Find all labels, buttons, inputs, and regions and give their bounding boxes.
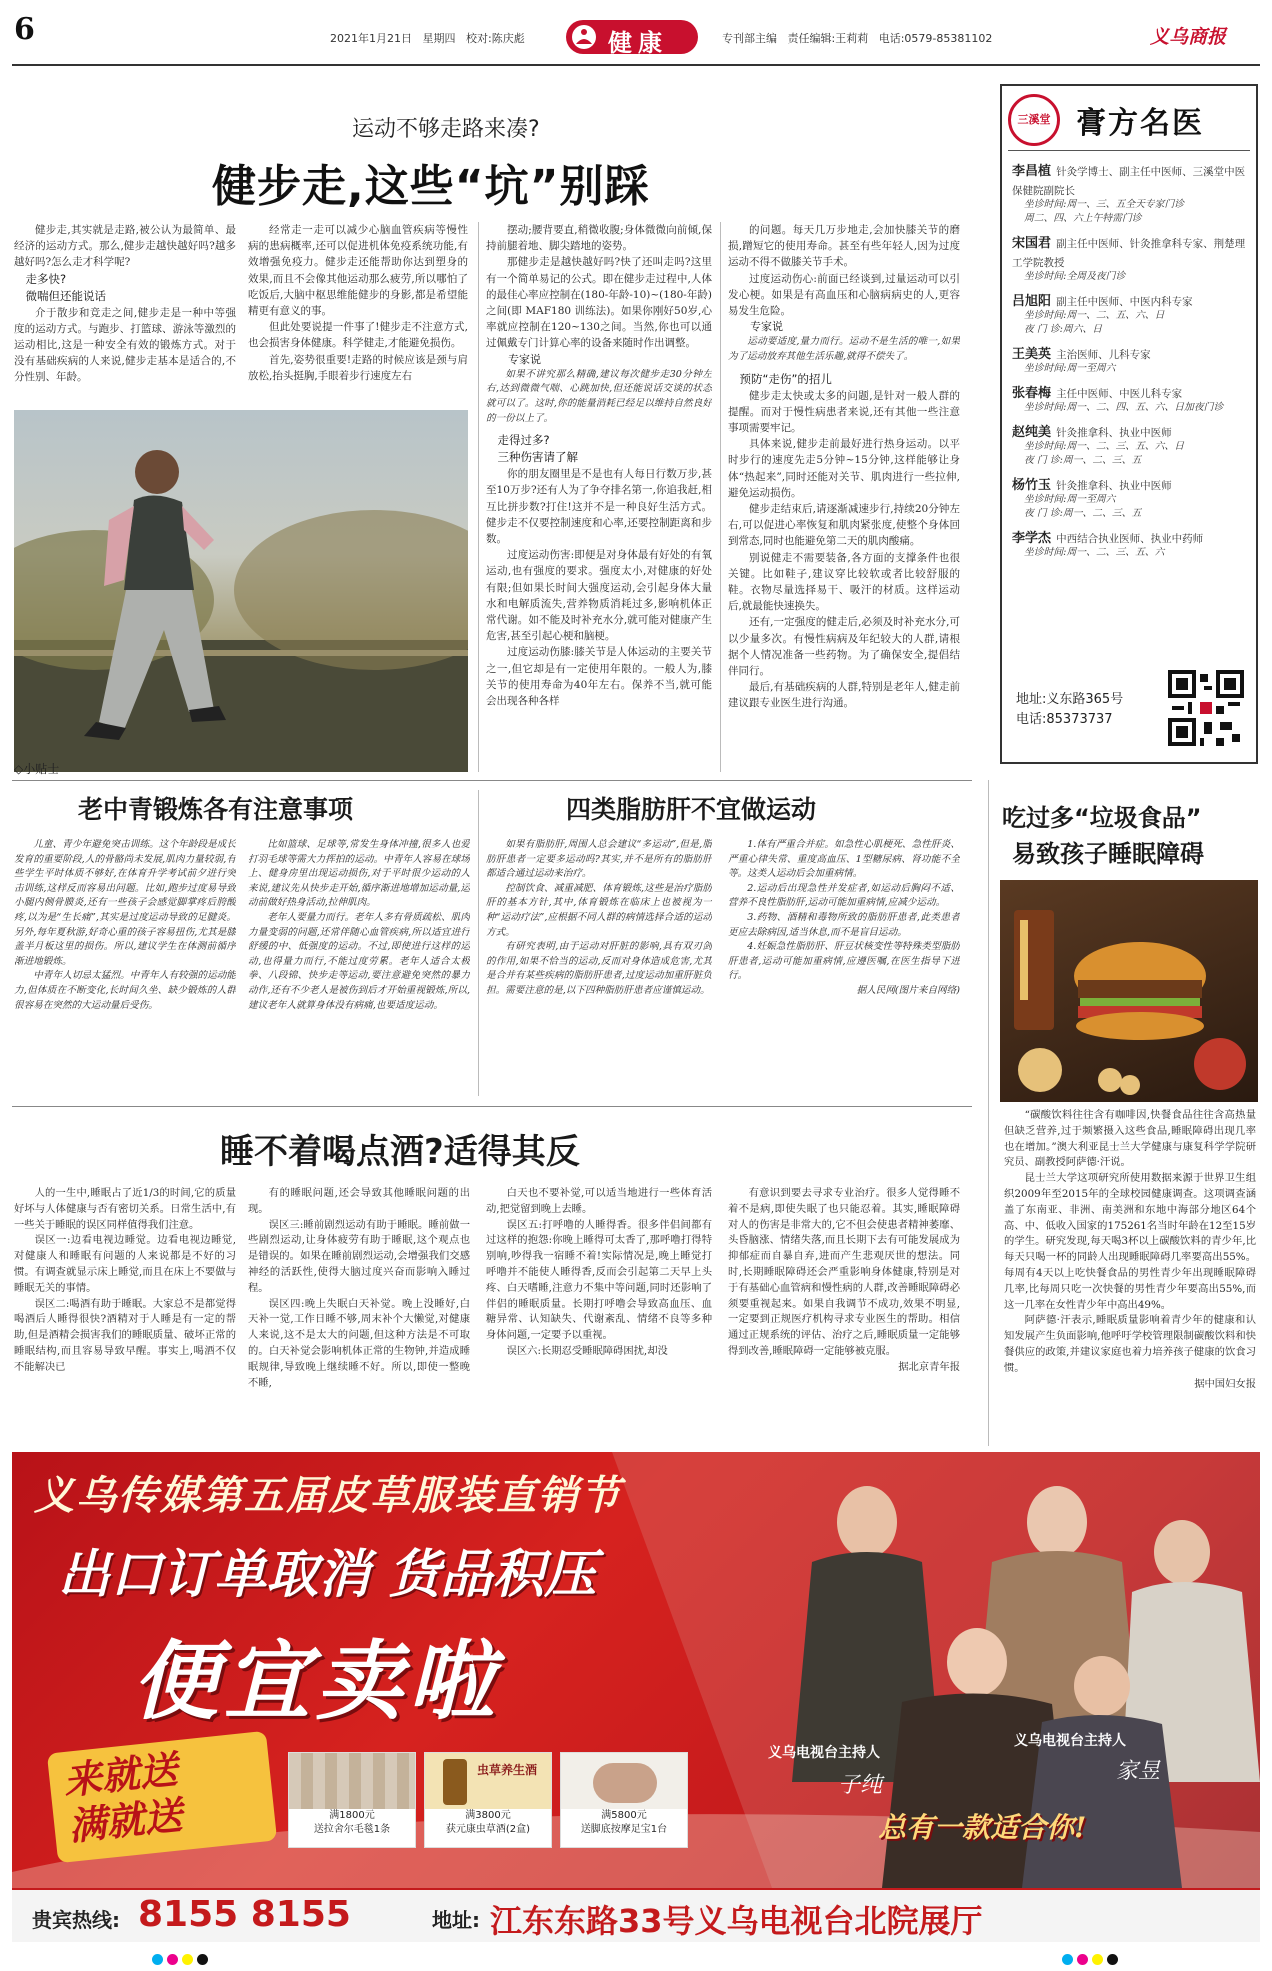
doctor-list [1012,160,1252,610]
sleep-para: 人的一生中,睡眠占了近1/3的时间,它的质量好坏与人体健康与否有密切关系。日常生活中,有一些关于睡眠的误区同样值得我们注意。 [14,1187,236,1231]
col-divider [478,790,479,1096]
bottle-shape [443,1759,467,1805]
fatty-para: 4.妊娠急性脂肪肝、肝豆状核变性等特殊类型脂肪肝患者,运动可能加重病情,应遵医嘱,在医生指导下进行。 [728,941,960,982]
host-caption: 义乌电视台主持人 [768,1745,880,1761]
doctor-title: 针灸学博士、副主任中医师、三溪堂中医保健院副院长 [1012,166,1246,197]
main-kicker: 运动不够走路来凑? [352,117,540,142]
doctor-sidebar [1000,84,1258,764]
junk-food-photo [1000,880,1258,1102]
doctor-hours: 坐诊时间:周一、二、三、五、六、日 [1024,441,1185,452]
tips-col-1 [14,838,236,1096]
doctor-name: 李昌植 [1012,164,1052,179]
doctor-name: 杨竹玉 [1012,478,1052,493]
doctor-item [1012,343,1252,376]
ad-contact-bar [12,1888,1260,1942]
newspaper-logo: 义乌商报 [1150,26,1227,48]
doctor-hours: 坐诊时间:全周及夜门诊 [1024,271,1126,282]
doctor-hours: 坐诊时间:周一、二、四、五、六、日加夜门诊 [1024,402,1224,413]
magenta-dot-icon [167,1954,178,1965]
main-col-4 [728,222,960,772]
doctor-name: 吕旭阳 [1012,294,1052,309]
gift-label: 满5800元 [601,1810,647,1821]
doctor-name: 赵纯美 [1012,425,1052,440]
doctor-item [1012,421,1252,468]
massager-shape [593,1763,657,1803]
host-caption: 义乌电视台主持人 [1014,1733,1126,1749]
issue-weekday: 星期四 [422,32,456,45]
tips-para: 比如篮球、足球等,常发生身体冲撞,很多人也爱打羽毛球等需大力挥拍的运动。中青年人容易在球场上、健身房里出现运动损伤,对于平时很少运动的人来说,建议先从快步走开始,循序渐进地增加运动量,运动前做好热身活动,拉伸肌肉。 [248,839,470,909]
section-rule [12,780,972,781]
yellow-dot-icon [182,1954,193,1965]
wine-bottle-icon [425,1753,551,1809]
main-subhead: 三种伤害请了解 [497,450,578,465]
tips-col-2 [248,838,470,1096]
sleep-para: 误区六:长期忍受睡眠障碍困扰,却没 [506,1344,668,1357]
sleep-para: 误区一:边看电视边睡觉。边看电视边睡觉,对健康人和睡眠有问题的人来说都是不好的习惯。有调查就显示床上睡觉,而且在床上不要做与睡眠无关的事情。 [14,1234,236,1294]
doctor-item [1012,474,1252,521]
doctor-hours: 坐诊时间:周一至周六 [1024,363,1116,374]
gift-label: 满3800元 [465,1810,511,1821]
col-divider [478,222,479,772]
doctor-name: 宋国君 [1012,236,1052,251]
fatty-source: 据人民网(图片来自网络) [856,984,960,996]
promo-line: 满就送 [66,1793,185,1849]
doctor-name: 张春梅 [1012,386,1052,401]
doctor-hours: 夜 门 诊:周六、日 [1024,324,1103,335]
sleep-col-2 [248,1186,470,1444]
sidebar-title: 膏方名医 [1076,106,1204,141]
qr-code-icon[interactable] [1168,670,1244,746]
fatty-title: 四类脂肪肝不宜做运动 [566,795,817,824]
main-para: 过度运动伤膝:膝关节是人体运动的主要关节之一,但它却是有一定使用年限的。一般人为,膝关节的使用寿命为40年左右。保养不当,就可能会出现各种各样 [486,646,712,708]
sleep-para: 误区二:喝酒有助于睡眠。大家总不是都觉得喝酒后人睡得很快?酒精对于人睡是有一定的帮助,但是酒精会损害我们的睡眠质量、破坏正常的睡眠结构,而且容易导致早醒。事实上,喝酒不仅不能解决已 [14,1297,236,1373]
promo-badge [47,1731,277,1863]
main-para: 首先,姿势很重要!走路的时候应该是颈与肩放松,抬头挺胸,手眼着步行速度左右 [248,353,468,382]
doctor-hours: 坐诊时间:周一、三、五全天专家门诊 [1024,199,1185,210]
main-para: 摆动;腰背要直,稍微收腹;身体微微向前倾,保持前腿着地、脚尖踏地的姿势。 [486,224,712,253]
main-subhead: 微喘但还能说话 [25,288,106,303]
main-para: 那健步走是越快越好吗?快了还叫走吗?这里有一个简单易记的公式。即在健步走过程中,人体的最佳心率应控制在(180-年龄-10)~(180-年龄)之间(即 MAF180 训练法)。如果你刚好50岁,心率就应控制在120~130之间。当然,你也可以通过佩戴专门计算心率的设备来随时作出调整。 [486,256,712,350]
expert-tip: 如果不讲究那么精确,建议每次健步走30分钟左右,达到微微气喘、心跳加快,但还能说话交谈的状态就可以了。这时,你的能量消耗已经足以维持自然良好的一份以上了。 [486,368,712,424]
black-dot-icon [1107,1954,1118,1965]
ad-main-slogan: 便宜卖啦 [132,1632,500,1732]
magenta-dot-icon [1077,1954,1088,1965]
clinic-contact [1016,690,1123,730]
main-para: 别说健走不需要装备,各方面的支撑条件也很关键。比如鞋子,建议穿比较软或者比较舒服的鞋。衣物尽量选择易干、吸汗的材质。这样运动后,就最能快速换失。 [728,551,960,613]
main-col-2 [248,222,468,400]
doctor-hours: 夜 门 诊:周一、二、三、五 [1024,455,1142,466]
gift-caption [289,1809,415,1837]
gift-wine[interactable] [424,1752,552,1848]
editor-phone: 电话:0579-85381102 [878,32,993,45]
ad-slogan: 出口订单取消 货品积压 [58,1545,597,1605]
doctor-item [1012,290,1252,337]
section-badge [566,20,698,57]
hotline-number[interactable]: 8155 8155 [138,1894,351,1935]
doctor-title: 针灸推拿科、执业中医师 [1056,427,1172,439]
junk-title [1002,800,1204,872]
col-divider [988,780,989,1446]
fatty-para: 2.运动后出现急性并发症者,如运动后胸闷不适、营养不良性脂肪肝,运动可能加重病情,应减少运动。 [728,882,960,909]
host-name: 家昱 [1116,1759,1161,1784]
doctor-title: 主治医师、儿科专家 [1056,349,1151,361]
tips-para: 儿童、青少年避免突击训练。这个年龄段是成长发育的重要阶段,人的骨骼尚未发展,肌肉力量较弱,有些学生平时体质不够好,在体育升学考试前夕进行突击训练,这样反而容易出问题。比如,跑步过度易导致小腿内侧骨膜炎,还有一些孩子会感觉脚掌疼后胯酸疼,以为是“生长痛”,其实是过度运动导致的足腱炎。另外,每年夏秋游,好奇心重的孩子容易扭伤,尤其是膝盖半月板这里的损伤。所以,建议学生在体测前循序渐进地锻炼。 [14,839,236,967]
gift-desc: 送脚底按摩足宝1台 [580,1824,668,1835]
main-subhead: 走得过多? [497,433,550,448]
header-rule [12,64,1260,66]
doctor-title: 中西结合执业医师、执业中药师 [1056,533,1204,545]
main-subhead: 走多快? [25,271,67,286]
doctor-hours: 周二、四、六上午特需门诊 [1024,213,1142,224]
chief-editor: 专刊部主编 [722,32,777,45]
fatty-para: 有研究表明,由于运动对肝脏的影响,具有双刃剑的作用,如果不恰当的运动,反而对身体造成危害,尤其是合并有某些疾病的脂肪肝患者,过度运动加重肝脏负担。需要注意的是,以下四种脂肪肝患者应谨慎运动。 [486,941,712,996]
ad-headline: 义乌传媒第五届皮草服装直销节 [34,1473,622,1519]
sleep-para: 有的睡眠问题,还会导致其他睡眠问题的出现。 [248,1187,470,1215]
doctor-title: 副主任中医师、针灸推拿科专家、荆楚理工学院教授 [1012,238,1246,269]
sleep-para: 误区五:打呼噜的人睡得香。很多伴侣间都有过这样的抱怨:你晚上睡得可太香了,那呼噜打得特别响,吵得我一宿睡不着!实际情况是,晚上睡觉打呼噜并不能使人睡得香,反而会引起第二天早上头疼、白天嗜睡,注意力不集中等问题,同时还影响了伴侣的睡眠质量。长期打呼噜会导致高血压、血糖异常、认知缺失、代谢紊乱、情绪不良等多种身体问题,一定要予以重视。 [486,1218,712,1342]
health-logo-icon [572,25,596,49]
sleep-title: 睡不着喝点酒?适得其反 [220,1132,580,1172]
showroom-address: 江东东路33号义乌电视台北院展厅 [490,1902,983,1940]
walking-woman-photo [14,410,468,772]
tips-para: 中青年人切忌太猛烈。中青年人有较强的运动能力,但体质在不断变化,长时间久坐、缺少锻炼的人群很容易在突然的大运动量后受伤。 [14,970,236,1011]
proofreader: 校对:陈庆彪 [466,32,525,45]
promo-text [47,1731,277,1857]
header-meta [330,30,525,46]
main-para: 的问题。每天几万步地走,会加快膝关节的磨损,蹭短它的使用寿命。甚至有些年轻人,因为过度运动不得不做膝关节手术。 [728,224,960,269]
doctor-item [1012,232,1252,284]
gift-desc: 送拉舍尔毛毯1条 [313,1824,391,1835]
doctor-title: 主任中医师、中医儿科专家 [1056,388,1183,400]
gift-blanket[interactable] [288,1752,416,1848]
black-dot-icon [197,1954,208,1965]
sleep-para: 白天也不要补觉,可以适当地进行一些体育活动,把觉留到晚上去睡。 [486,1187,712,1215]
junk-title-line: 易致孩子睡眠障碍 [1012,840,1204,868]
tips-label: ◇小贴士 [14,762,60,776]
clinic-address: 地址:义东路365号 [1016,692,1124,707]
yellow-dot-icon [1092,1954,1103,1965]
tips-para: 老年人要量力而行。老年人多有骨质疏松、肌肉力量变弱的问题,还常伴随心血管疾病,所以适宜进行舒缓的中、低强度的运动。不过,即使进行这样的运动,也得量力而行,不能过度劳累。老年人适合太极拳、八段锦、快步走等运动,要注意避免突然的暴力动作,还有不少老人是被伤到后才开始重视锻炼,所以,建议老年人就算身体没有病痛,也要适度运动。 [248,911,470,1011]
section-title: 健康 [608,29,668,57]
junk-para: “碳酸饮料往往含有咖啡因,快餐食品往往含高热量但缺乏营养,过于频繁摄入这些食品,睡眠障碍出现几率也在增加。”澳大利亚昆士兰大学健康与康复科学学院研究员、副教授阿萨德·汗说。 [1004,1109,1256,1169]
fatty-para: 3.药物、酒精和毒物所致的脂肪肝患者,此类患者更应去除病因,适当休息,而不是盲目运动。 [728,911,960,938]
hotline-label: 贵宾热线: [32,1908,120,1932]
main-para: 还有,一定强度的健走后,必须及时补充水分,可以少量多次。有慢性病病及年纪较大的人群,请根据个人情况准备一些药物。为了确保安全,提倡结伴同行。 [728,616,960,678]
fatty-para: 控制饮食、减重减肥、体育锻炼,这些是治疗脂肪肝的基本方针,其中,体育锻炼在临床上也被视为一种“运动疗法”,应根据不同人群的病情选择合适的运动方式。 [486,882,712,938]
gift-brand: 虫草养生酒 [477,1763,538,1777]
expert-tip: 运动要适度,量力而行。运动不是生活的唯一,如果为了运动放弃其他生活乐趣,就得不偿失了。 [728,336,960,363]
registration-dots [150,1950,210,1969]
junk-para: 昆士兰大学这项研究所使用数据来源于世界卫生组织2009年至2015年的全球校园健康调查。这项调查涵盖了东南亚、非洲、南美洲和东地中海部分地区64个高、中、低收入国家的175261名当时年龄在12至15岁的学生。研究发现,每天喝3杯以上碳酸饮料的青少年,比每天只喝一杯的同龄人出现睡眠障碍几率要高出55%。每周有4天以上吃快餐食品的男性青少年出现睡眠障碍几率,比每周只吃一次快餐的男性青少年要高出55%,而这一几率在女性青少年中高出49%。 [1004,1172,1256,1311]
section-rule [12,1106,972,1107]
host-name: 子纯 [838,1773,883,1798]
doctor-hours: 坐诊时间:周一、二、三、五、六 [1024,547,1165,558]
junk-para: 阿萨德·汗表示,睡眠质量影响着青少年的健康和认知发展产生负面影响,他呼吁学校管理限制碳酸饮料和快餐供应的政策,并建议家庭也着力培养孩子健康的饮食习惯。 [1004,1314,1256,1374]
main-para: 经常走一走可以减少心脑血管疾病等慢性病的患病概率,还可以促进机体免疫系统功能,有效增强免疫力。健步走还能帮助你达到塑身的效果,而且不会像其他运动那么疲劳,所以哪怕了吃饭后,大脑中枢思维能健步的身影,都是希望能精更有意义的事。 [248,224,468,318]
sidebar-rule [1008,150,1250,151]
junk-body [1004,1108,1256,1446]
doctor-item [1012,160,1252,226]
sleep-para: 有意识到要去寻求专业治疗。很多人觉得睡不着不是病,即使失眠了也只能忍着。其实,睡眠障碍对人的伤害是非常大的,它不但会使患者精神萎靡、头昏脑涨、情绪失落,而且长期下去有可能发展成为抑郁症而自暴自弃,进而产生悲观厌世的想法。同时,长期睡眠障碍还会严重影响身体健康,特别是对于有基础心血管病和慢性病的人群,改善睡眠障碍必须要重视起来。如果自我调节不成功,效果不明显,一定要到正规医疗机构寻求专业医生的帮助。相信通过正规系统的评估、治疗之后,睡眠质量一定能够得到改善,睡眠障碍一定能够被克服。 [728,1187,960,1357]
blanket-icon [289,1753,415,1809]
main-para: 健步走,其实就是走路,被公认为最简单、最经济的运动方式。那么,健步走越快越好吗?越多越好吗?怎么走才科学呢? [14,224,236,269]
main-para: 过度运动伤心:前面已经谈到,过量运动可以引发心梗。如果是有高血压和心脑病病史的人,更容易发生危险。 [728,272,960,318]
junk-source: 据中国妇女报 [1194,1377,1256,1390]
gift-desc: 获元康虫草酒(2盒) [445,1824,531,1835]
clinic-phone: 电话:85373737 [1016,712,1113,727]
sleep-para: 误区四:晚上失眠白天补觉。晚上没睡好,白天补一觉,工作日睡不够,周末补个大懒觉,对健康人来说,这不是太大的问题,但这种方法是不可取的。白天补觉会影响机体正常的生物钟,并造成睡眠规律,导致晚上继续睡不好。所以,即使一整晚不睡, [248,1297,470,1389]
main-para: 健步走太快或太多的问题,是针对一般人群的提醒。而对于慢性病患者来说,还有其他一些注意事项需要牢记。 [728,389,960,435]
col-divider [720,222,721,772]
expert-says-label: 专家说 [508,352,541,366]
page-number: 6 [14,12,35,47]
duty-editor: 责任编辑:王莉莉 [787,32,869,45]
sanxitang-logo [1008,94,1060,146]
doctor-title: 副主任中医师、中医内科专家 [1056,296,1193,308]
gift-foot-massager[interactable] [560,1752,688,1848]
fatty-col-1 [486,838,712,1096]
gift-caption [425,1809,551,1837]
ad-tagline: 总有一款适合你! [878,1811,1087,1844]
main-para: 具体来说,健步走前最好进行热身运动。以平时步行的速度先走5分钟~15分钟,这样能够让身体“热起来”,同时还能对关节、肌肉进行一些拉伸,避免运动损伤。 [728,438,960,499]
main-para: 过度运动伤害:即便是对身体最有好处的有氧运动,也有强度的要求。强度太小,对健康的好处有限;但如果长时间大强度运动,会引起身体大量水和电解质流失,营养物质消耗过多,影响机体正常代谢。如不能及时补充水分,就可能对健康产生危害,甚至引起心梗和脑梗。 [486,549,712,643]
doctor-hours: 坐诊时间:周一至周六 [1024,494,1116,505]
main-para: 你的朋友圈里是不是也有人每日行数万步,甚至10万步?还有人为了争夺排名第一,你追我赶,相互比拼步数?打住!这并不是一种良好生活方式。健步走不仅要控制速度和心率,还要控制距离和步数。 [486,468,712,546]
main-para: 介于散步和竞走之间,健步走是一种中等强度的运动方式。与跑步、打篮球、游泳等激烈的运动相比,这是一种安全有效的锻炼方式。对于没有基础疾病的人来说,健步走基本是适合的,不分性别、年龄。 [14,306,236,384]
sleep-source: 据北京青年报 [898,1360,960,1373]
fur-sale-ad[interactable] [12,1452,1260,1888]
doctor-title: 针灸推拿科、执业中医师 [1056,480,1172,492]
sleep-col-4 [728,1186,960,1444]
sanxitang-logo-text: 三溪堂 [1017,113,1051,126]
doctor-hours: 坐诊时间:周一、二、五、六、日 [1024,310,1165,321]
gift-caption [561,1809,687,1837]
junk-title-line: 吃过多“垃圾食品” [1002,804,1202,832]
main-col-1 [14,222,236,400]
fatty-para: 如果有脂肪肝,周围人总会建议“多运动”,但是,脂肪肝患者一定要多运动吗?其实,并不是所有的脂肪肝都适合通过运动来治疗。 [486,839,712,880]
promo-line: 来就送 [61,1747,180,1804]
main-subhead: 预防“走伤”的招儿 [739,371,832,386]
main-title: 健步走,这些“坑”别踩 [212,161,650,212]
sleep-col-3 [486,1186,712,1444]
tips-title: 老中青锻炼各有注意事项 [78,795,354,824]
address-label: 地址: [432,1908,480,1932]
issue-date: 2021年1月21日 [330,32,412,45]
fatty-col-2 [728,838,960,1096]
expert-says-label: 专家说 [750,320,783,334]
gift-label: 满1800元 [329,1810,375,1821]
main-para: 最后,有基础疾病的人群,特别是老年人,健走前建议跟专业医生进行沟通。 [728,681,960,710]
header-editors [722,30,992,46]
doctor-hours: 夜 门 诊:周一、二、三、五 [1024,508,1142,519]
cyan-dot-icon [1062,1954,1073,1965]
sleep-para: 误区三:睡前剧烈运动有助于睡眠。睡前做一些剧烈运动,让身体疲劳有助于睡眠,这个观点也是错误的。如果在睡前剧烈运动,会增强我们交感神经的活跃性,使得大脑过度兴奋而影响入睡过程。 [248,1218,470,1294]
registration-dots [1060,1950,1120,1969]
massager-icon [561,1753,687,1809]
main-col-3 [486,222,712,772]
doctor-name: 李学杰 [1012,531,1052,546]
sleep-col-1 [14,1186,236,1444]
doctor-item [1012,527,1252,560]
fatty-para: 1.体有严重合并症。如急性心肌梗死、急性肝炎、严重心律失常、重度高血压、1型糖尿病、肾功能不全等。这类人运动后会加重病情。 [728,839,960,880]
main-para: 但此处要说提一件事了!健步走不注意方式,也会损害身体健康。科学健走,才能避免损伤。 [248,321,468,350]
main-para: 健步走结束后,请逐渐减速步行,持续20分钟左右,可以促进心率恢复和肌肉紧张度,使整个身体回到常态,同时也能避免第二天的肌肉酸痛。 [728,503,960,548]
cyan-dot-icon [152,1954,163,1965]
doctor-name: 王美英 [1012,347,1052,362]
doctor-item [1012,382,1252,415]
